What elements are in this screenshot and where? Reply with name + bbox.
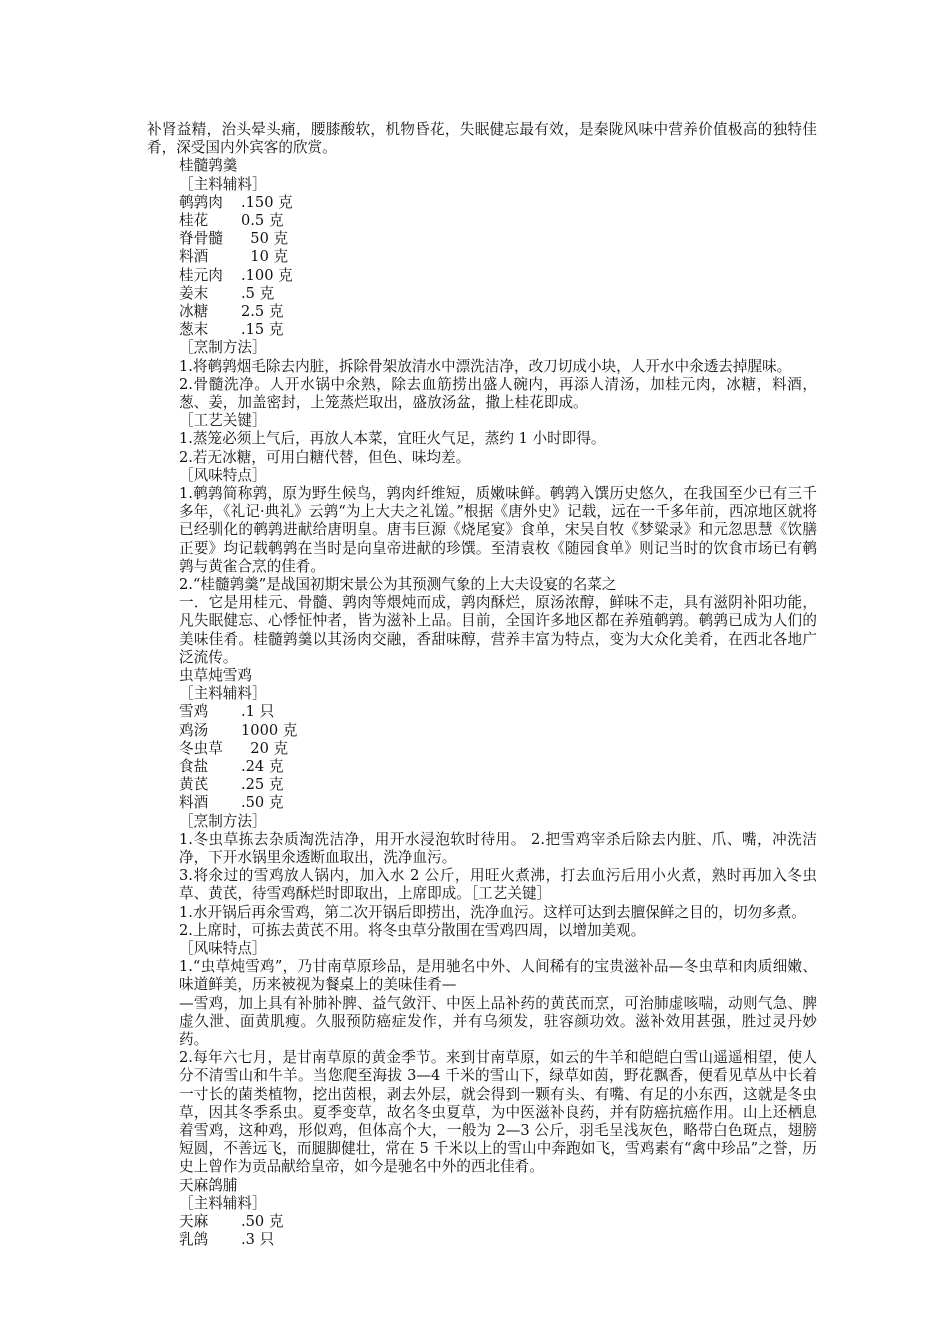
technique-note: 2.若无冰糖，可用白糖代替，但色、味均差。	[179, 448, 471, 466]
ingredient-row	[147, 248, 817, 266]
ingredient-name: 鸡汤	[179, 721, 209, 739]
section-header-technique: ［工艺关键］	[179, 412, 267, 430]
ingredient-name: 鹌鹑肉	[179, 193, 223, 211]
ingredient-amount: .1 只	[241, 703, 275, 721]
ingredient-amount: 1000 克	[241, 721, 298, 739]
ingredient-name: 料酒	[179, 794, 209, 812]
ingredient-amount: 0.5 克	[241, 211, 284, 229]
method-step: 3.将氽过的雪鸡放人锅内，加入水 2 公斤，用旺火煮沸，打去血污后用小火煮，熟时再加入冬虫草、黄芪，待雪鸡酥烂时即取出，上席即成。［工艺关键］	[179, 867, 817, 903]
ingredient-name: 脊骨髓	[179, 230, 223, 248]
flavor-paragraph: 一．它是用桂元、骨髓、鹑肉等煨炖而成，鹑肉酥烂，原汤浓醇，鲜味不走，具有滋阴补阳功能，凡失眠健忘、心悸怔忡者，皆为滋补上品。目前，全国许多地区都在养殖鹌鹑。鹌鹑已成为人们的美味佳肴。桂髓鹑羹以其汤肉交融，香甜味醇，营养丰富为特点，变为大众化美肴，在西北各地广泛流传。	[179, 594, 817, 666]
ingredient-row	[147, 267, 817, 285]
recipe-title: 虫草炖雪鸡	[179, 667, 252, 685]
ingredient-amount: 20 克	[241, 739, 289, 757]
ingredient-name: 雪鸡	[179, 703, 209, 721]
ingredient-amount: .50 克	[241, 794, 284, 812]
ingredient-row	[147, 303, 817, 321]
ingredient-amount: .100 克	[241, 266, 293, 284]
ingredient-row	[147, 776, 817, 794]
ingredient-amount: .50 克	[241, 1213, 284, 1231]
ingredient-row	[147, 285, 817, 303]
section-header-ingredients: ［主料辅料］	[179, 175, 267, 193]
ingredient-row	[147, 1213, 817, 1231]
ingredient-row	[147, 212, 817, 230]
ingredient-name: 桂元肉	[179, 266, 223, 284]
ingredient-name: 料酒	[179, 248, 209, 266]
ingredient-row	[147, 194, 817, 212]
recipe-title: 天麻鸽脯	[179, 1176, 238, 1194]
ingredient-name: 冰糖	[179, 303, 209, 320]
ingredient-name: 黄芪	[179, 776, 209, 794]
ingredient-amount: 10 克	[241, 248, 289, 266]
ingredient-name: 天麻	[179, 1213, 209, 1231]
flavor-paragraph: 1.“虫草炖雪鸡”，乃甘南草原珍品，是用驰名中外、人间稀有的宝贵滋补品—冬虫草和肉质细嫩、味道鲜美，历来被视为餐桌上的美味佳肴—	[179, 958, 817, 994]
document-page	[147, 121, 817, 1249]
section-header-flavor: ［风味特点］	[179, 466, 267, 484]
method-step: 1.水开锅后再氽雪鸡，第二次开锅后即捞出，洗净血污。这样可达到去膻保鲜之目的，切勿多煮。	[179, 903, 806, 921]
flavor-paragraph: 2.“桂髓鹑羹”是战国初期宋景公为其预测气象的上大夫设宴的名菜之	[179, 576, 617, 593]
ingredient-row	[147, 230, 817, 248]
ingredient-amount: .15 克	[241, 321, 284, 339]
ingredient-name: 姜末	[179, 284, 209, 302]
intro-paragraph: 补肾益精，治头晕头痛，腰膝酸软，机物昏花，失眠健忘最有效，是秦陇风味中营养价值极高的独特佳肴，深受国内外宾客的欣赏。	[147, 121, 817, 157]
ingredient-row	[147, 758, 817, 776]
ingredient-row	[147, 722, 817, 740]
ingredient-row	[147, 1231, 817, 1249]
section-header-ingredients: ［主料辅料］	[179, 1194, 267, 1212]
ingredient-row	[147, 740, 817, 758]
ingredient-amount: .24 克	[241, 758, 284, 775]
method-step: 1.将鹌鹑烟毛除去内脏，拆除骨架放清水中漂洗洁净，改刀切成小块，人开水中氽透去掉腥味。	[179, 357, 792, 375]
ingredient-amount: .5 克	[241, 284, 275, 302]
ingredient-name: 葱末	[179, 321, 209, 339]
technique-note: 1.蒸笼必须上气后，再放人本菜，宜旺火气足，蒸约 1 小时即得。	[179, 430, 606, 448]
ingredient-row	[147, 321, 817, 339]
section-header-flavor: ［风味特点］	[179, 940, 267, 958]
ingredient-name: 食盐	[179, 758, 209, 775]
flavor-paragraph: 2.每年六七月，是甘南草原的黄金季节。来到甘南草原，如云的牛羊和皑皑白雪山遥遥相望，使人分不清雪山和牛羊。当您爬至海拔 3—4 千米的雪山下，绿草如茵，野花飘香，便看见草丛中长着一寸长的菌类植物，挖出茵根，剥去外层，就会得到一颗有头、有嘴、有足的小东西，这就是冬虫草，因其冬季系虫。夏季变草，故名冬虫夏草，为中医滋补良药，并有防癌抗癌作用。山上还栖息着雪鸡，这种鸡，形似鸡，但体高个大，一般为 2—3 公斤，羽毛呈浅灰色，略带白色斑点，翅膀短圆，不善远飞，而腿脚健壮，常在 5 千米以上的雪山中奔跑如飞，雪鸡素有“禽中珍品”之誉，历史上曾作为贡品献给皇帝，如今是驰名中外的西北佳肴。	[179, 1049, 817, 1176]
recipe-title: 桂髓鹑羹	[179, 157, 238, 175]
method-step: 2.骨髓洗净。人开水锅中氽熟，除去血筋捞出盛人碗内，再添人清汤，加桂元肉，冰糖，料酒，葱、姜，加盖密封，上笼蒸烂取出，盛放汤盆，撒上桂花即成。	[179, 375, 817, 411]
ingredient-amount: .25 克	[241, 776, 284, 794]
ingredient-name: 冬虫草	[179, 739, 223, 757]
section-header-method: ［烹制方法］	[179, 812, 267, 830]
ingredient-amount: 2.5 克	[241, 303, 284, 320]
method-step: 2.上席时，可拣去黄芪不用。将冬虫草分散围在雪鸡四周，以增加美观。	[179, 921, 646, 939]
ingredient-name: 乳鸽	[179, 1231, 209, 1249]
ingredient-name: 桂花	[179, 211, 209, 229]
ingredient-row	[147, 794, 817, 812]
ingredient-row	[147, 703, 817, 721]
flavor-paragraph: —雪鸡，加上具有补肺补脾、益气敛汗、中医上品补药的黄芪而烹，可治肺虚咳喘，动则气急、脾虚久泄、面黄肌瘦。久服预防癌症发作，并有乌须发，驻容颜功效。滋补效用甚强，胜过灵丹妙药。	[179, 994, 817, 1049]
section-header-ingredients: ［主料辅料］	[179, 685, 267, 703]
flavor-paragraph: 1.鹌鹑简称鹑，原为野生候鸟，鹑肉纤维短，质嫩味鲜。鹌鹑入馔历史悠久，在我国至少已有三千多年，《礼记·典礼》云鹑“为上大夫之礼馐。”根据《唐外史》记载，远在一千多年前，西凉地区就将已经驯化的鹌鹑进献给唐明皇。唐韦巨源《烧尾宴》食单，宋吴自牧《梦粱录》和元忽思慧《饮膳正要》均记载鹌鹑在当时是向皇帝进献的珍馔。至清袁枚《随园食单》则记当时的饮食市场已有鹌鹑与黄雀合烹的佳肴。	[179, 484, 817, 575]
ingredient-amount: 50 克	[241, 230, 289, 248]
method-step: 1.冬虫草拣去杂质淘洗洁净，用开水浸泡软时待用。 2.把雪鸡宰杀后除去内脏、爪、嘴，冲洗洁净，下开水锅里氽透断血取出，洗净血污。	[179, 830, 817, 866]
section-header-method: ［烹制方法］	[179, 339, 267, 357]
ingredient-amount: .3 只	[241, 1231, 275, 1249]
ingredient-amount: .150 克	[241, 193, 293, 211]
